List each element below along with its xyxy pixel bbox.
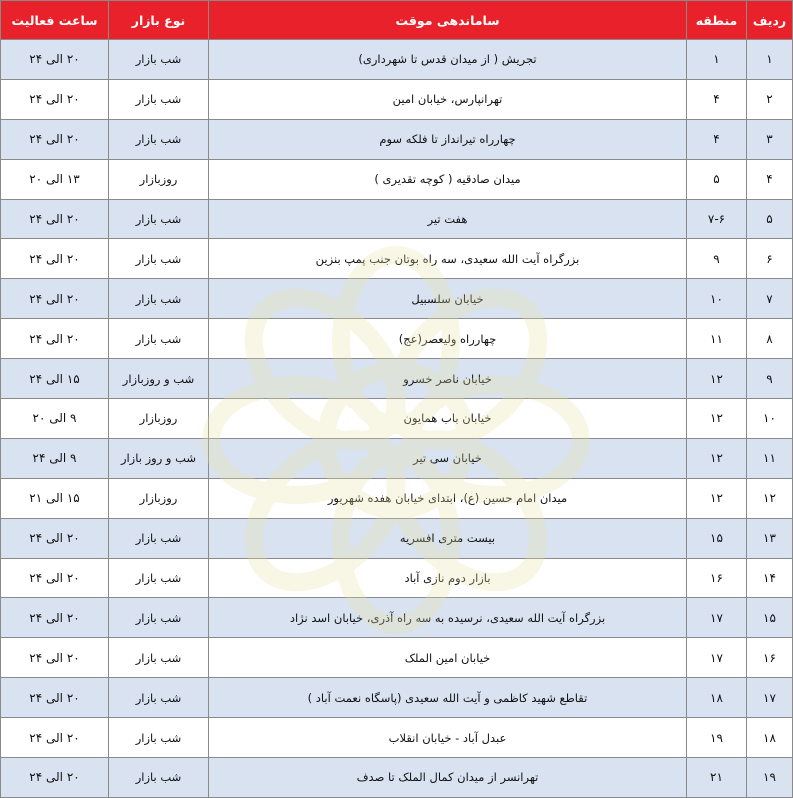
cell-radif: ۱ xyxy=(747,40,793,80)
cell-mantaghe: ۷-۶ xyxy=(687,199,747,239)
cell-location: بزرگراه آیت الله سعیدی، سه راه بوتان جنب پمپ بنزین xyxy=(209,239,687,279)
cell-hours: ۲۰ الی ۲۴ xyxy=(1,279,109,319)
cell-type: شب بازار xyxy=(109,40,209,80)
cell-mantaghe: ۲۱ xyxy=(687,758,747,798)
table-row xyxy=(1,718,793,758)
column-header-location: ساماندهی موقت xyxy=(209,1,687,40)
cell-hours: ۲۰ الی ۲۴ xyxy=(1,40,109,80)
cell-mantaghe: ۱۰ xyxy=(687,279,747,319)
cell-type: شب بازار xyxy=(109,239,209,279)
cell-location: تهرانسر از میدان کمال الملک تا صدف xyxy=(209,758,687,798)
cell-location: میدان صادقیه ( کوچه تقدیری ) xyxy=(209,159,687,199)
cell-hours: ۲۰ الی ۲۴ xyxy=(1,79,109,119)
table-row xyxy=(1,79,793,119)
table-row xyxy=(1,239,793,279)
cell-mantaghe: ۱۹ xyxy=(687,718,747,758)
cell-location: بزرگراه آیت الله سعیدی، نرسیده به سه راه آذری، خیابان اسد نژاد xyxy=(209,598,687,638)
cell-radif: ۱۱ xyxy=(747,438,793,478)
cell-type: شب بازار xyxy=(109,119,209,159)
cell-hours: ۲۰ الی ۲۴ xyxy=(1,678,109,718)
cell-radif: ۷ xyxy=(747,279,793,319)
cell-hours: ۲۰ الی ۲۴ xyxy=(1,119,109,159)
table-row xyxy=(1,758,793,798)
cell-location: عبدل آباد - خیابان انقلاب xyxy=(209,718,687,758)
table-row xyxy=(1,518,793,558)
cell-type: شب بازار xyxy=(109,678,209,718)
cell-location: خیابان ناصر خسرو xyxy=(209,359,687,399)
table-row xyxy=(1,319,793,359)
cell-location: میدان امام حسین (ع)، ابتدای خیابان هفده شهریور xyxy=(209,478,687,518)
cell-mantaghe: ۱۷ xyxy=(687,598,747,638)
cell-type: شب بازار xyxy=(109,518,209,558)
cell-radif: ۱۲ xyxy=(747,478,793,518)
cell-hours: ۱۳ الی ۲۰ xyxy=(1,159,109,199)
column-header-radif: ردیف xyxy=(747,1,793,40)
cell-type: شب بازار xyxy=(109,598,209,638)
cell-mantaghe: ۵ xyxy=(687,159,747,199)
cell-radif: ۹ xyxy=(747,359,793,399)
cell-hours: ۲۰ الی ۲۴ xyxy=(1,758,109,798)
cell-hours: ۲۰ الی ۲۴ xyxy=(1,558,109,598)
table-row xyxy=(1,279,793,319)
cell-type: روزبازار xyxy=(109,399,209,439)
cell-mantaghe: ۱۲ xyxy=(687,359,747,399)
cell-location: تهرانپارس، خیابان امین xyxy=(209,79,687,119)
cell-radif: ۱۵ xyxy=(747,598,793,638)
cell-radif: ۶ xyxy=(747,239,793,279)
cell-radif: ۱۳ xyxy=(747,518,793,558)
cell-radif: ۴ xyxy=(747,159,793,199)
cell-mantaghe: ۱۲ xyxy=(687,438,747,478)
cell-type: شب بازار xyxy=(109,558,209,598)
cell-mantaghe: ۱۲ xyxy=(687,478,747,518)
cell-radif: ۱۰ xyxy=(747,399,793,439)
cell-radif: ۳ xyxy=(747,119,793,159)
table-row xyxy=(1,119,793,159)
table-row xyxy=(1,558,793,598)
header-row xyxy=(1,1,793,40)
table-row xyxy=(1,359,793,399)
cell-type: شب و روز بازار xyxy=(109,438,209,478)
cell-radif: ۱۴ xyxy=(747,558,793,598)
cell-hours: ۱۵ الی ۲۴ xyxy=(1,359,109,399)
cell-radif: ۸ xyxy=(747,319,793,359)
cell-type: شب بازار xyxy=(109,758,209,798)
column-header-hours: ساعت فعالیت xyxy=(1,1,109,40)
table-row xyxy=(1,159,793,199)
cell-location: چهارراه ولیعصر(عج) xyxy=(209,319,687,359)
table-row xyxy=(1,478,793,518)
cell-mantaghe: ۹ xyxy=(687,239,747,279)
cell-radif: ۱۶ xyxy=(747,638,793,678)
cell-radif: ۱۹ xyxy=(747,758,793,798)
cell-type: روزبازار xyxy=(109,159,209,199)
cell-type: شب بازار xyxy=(109,319,209,359)
column-header-mantaghe: منطقه xyxy=(687,1,747,40)
cell-radif: ۱۸ xyxy=(747,718,793,758)
column-header-type: نوع بازار xyxy=(109,1,209,40)
cell-hours: ۲۰ الی ۲۴ xyxy=(1,319,109,359)
cell-mantaghe: ۱ xyxy=(687,40,747,80)
cell-mantaghe: ۴ xyxy=(687,119,747,159)
cell-type: شب و روزبازار xyxy=(109,359,209,399)
cell-type: شب بازار xyxy=(109,638,209,678)
table-row xyxy=(1,598,793,638)
cell-mantaghe: ۱۵ xyxy=(687,518,747,558)
cell-mantaghe: ۱۶ xyxy=(687,558,747,598)
table-row xyxy=(1,40,793,80)
cell-location: هفت تیر xyxy=(209,199,687,239)
cell-radif: ۵ xyxy=(747,199,793,239)
table-row xyxy=(1,199,793,239)
cell-hours: ۱۵ الی ۲۱ xyxy=(1,478,109,518)
cell-location: بیست متری افسریه xyxy=(209,518,687,558)
cell-hours: ۲۰ الی ۲۴ xyxy=(1,718,109,758)
cell-hours: ۲۰ الی ۲۴ xyxy=(1,598,109,638)
cell-type: روزبازار xyxy=(109,478,209,518)
cell-location: خیابان سی تیر xyxy=(209,438,687,478)
table-row xyxy=(1,399,793,439)
cell-location: بازار دوم نازی آباد xyxy=(209,558,687,598)
cell-type: شب بازار xyxy=(109,279,209,319)
cell-location: تجریش ( از میدان قدس تا شهرداری) xyxy=(209,40,687,80)
cell-location: چهارراه تیرانداز تا فلکه سوم xyxy=(209,119,687,159)
cell-hours: ۲۰ الی ۲۴ xyxy=(1,239,109,279)
cell-mantaghe: ۴ xyxy=(687,79,747,119)
table-row xyxy=(1,638,793,678)
cell-location: خیابان باب همایون xyxy=(209,399,687,439)
cell-mantaghe: ۱۷ xyxy=(687,638,747,678)
cell-radif: ۱۷ xyxy=(747,678,793,718)
cell-mantaghe: ۱۲ xyxy=(687,399,747,439)
cell-mantaghe: ۱۱ xyxy=(687,319,747,359)
cell-hours: ۲۰ الی ۲۴ xyxy=(1,199,109,239)
cell-radif: ۲ xyxy=(747,79,793,119)
cell-location: تقاطع شهید کاظمی و آیت الله سعیدی (پاسگاه نعمت آباد ) xyxy=(209,678,687,718)
cell-hours: ۹ الی ۲۴ xyxy=(1,438,109,478)
cell-mantaghe: ۱۸ xyxy=(687,678,747,718)
cell-hours: ۹ الی ۲۰ xyxy=(1,399,109,439)
cell-type: شب بازار xyxy=(109,79,209,119)
table-row xyxy=(1,678,793,718)
cell-type: شب بازار xyxy=(109,718,209,758)
cell-type: شب بازار xyxy=(109,199,209,239)
cell-location: خیابان امین الملک xyxy=(209,638,687,678)
table-row xyxy=(1,438,793,478)
cell-location: خیابان سلسبیل xyxy=(209,279,687,319)
cell-hours: ۲۰ الی ۲۴ xyxy=(1,518,109,558)
cell-hours: ۲۰ الی ۲۴ xyxy=(1,638,109,678)
